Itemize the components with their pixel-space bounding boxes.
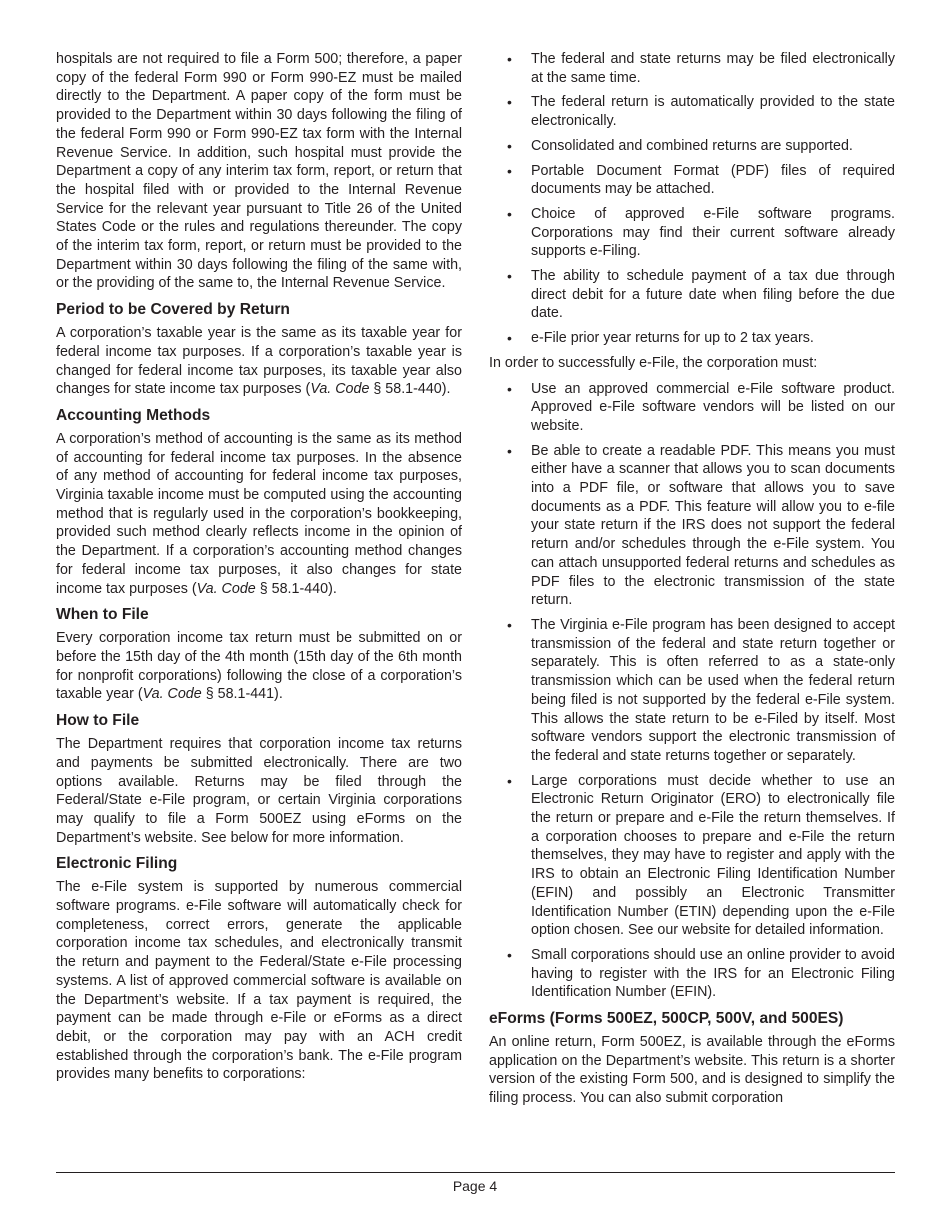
list-item: • Consolidated and combined returns are supported. bbox=[507, 137, 853, 154]
when-text-b: § 58.1-441). bbox=[201, 686, 283, 703]
bullet: • bbox=[507, 616, 512, 633]
requirements-list bbox=[489, 380, 895, 1003]
list-item: • e-File prior year returns for up to 2 tax years. bbox=[507, 330, 814, 347]
how-paragraph: The Department requires that corporation income tax returns and payments be submitted electronically. There are two options available. Returns may be filed through the Federal/State e-File program, or certain Virginia corporations may qualify to file a Form 500EZ using eForms on the Department’s website. See below for more information. bbox=[56, 736, 462, 846]
period-text-b: § 58.1-440). bbox=[369, 381, 451, 398]
accounting-paragraph bbox=[56, 430, 462, 598]
accounting-text-b: § 58.1-440). bbox=[255, 580, 337, 597]
list-item: • Small corporations should use an online provider to avoid having to register with the IRS for an Electronic Filing Identification Number (EFIN). bbox=[507, 946, 895, 1001]
bullet: • bbox=[507, 162, 512, 179]
period-citation: Va. Code bbox=[310, 381, 370, 398]
left-column bbox=[56, 50, 462, 1088]
list-item: • The Virginia e-File program has been designed to accept transmission of the federal and state return together or separately. This is often referred to as a state-only transmission which can be used when the federal return being filed is not supported by the federal e-File system. This allows the state return to be e-Filed by itself. Most software vendors support the electronic transmission of the federal and state returns together or separately. bbox=[507, 616, 895, 764]
accounting-text-a: A corporation’s method of accounting is the same as its method of accounting for federal income tax purposes. In the absence of any method of accounting for federal income tax purposes, Virginia taxable income must be computed using the accounting method that is regularly used in the corporation’s bookkeeping, provided such method clearly reflects income in the opinion of the Department. If a corporation’s accounting method changes for federal income tax purposes, it also changes for state income tax purposes ( bbox=[56, 430, 462, 597]
efile-paragraph: The e-File system is supported by numerous commercial software programs. e-File software will automatically check for completeness, correct errors, generate the applicable corporation income tax schedules, and electronically transmit the return and payment to the Federal/State e-File processing systems. A list of approved commercial software is available on the Department’s website. If a tax payment is required, the payment can be made through e-File or eForms as a direct debit, or the corporation may pay with an ACH credit established through the corporation’s bank. The e-File program provides many benefits to corporations: bbox=[56, 879, 462, 1083]
eforms-heading: eForms (Forms 500EZ, 500CP, 500V, and 500ES) bbox=[489, 1010, 844, 1028]
period-text-a: A corporation’s taxable year is the same as its taxable year for federal income tax purposes. If a corporation’s taxable year is changed for federal income tax purposes, its taxable year also changes for state income tax purposes ( bbox=[56, 325, 462, 398]
requirements-intro: In order to successfully e-File, the corporation must: bbox=[489, 354, 818, 371]
bullet: • bbox=[507, 268, 512, 285]
list-item: • Use an approved commercial e-File software product. Approved e-File software vendors will be listed on our website. bbox=[507, 380, 895, 434]
list-item: • Be able to create a readable PDF. This means you must either have a scanner that allows you to scan documents into a PDF file, or software that allows you to save documents as a PDF. This feature will allow you to e-file your state return if the IRS does not support the federal return and/or schedules through the e-File system. You can attach unsupported federal returns and schedules as PDF files to the electronic transmission of the state return. bbox=[507, 442, 895, 609]
bullet: • bbox=[507, 205, 512, 222]
accounting-citation: Va. Code bbox=[196, 580, 256, 597]
list-item: • Choice of approved e-File software programs. Corporations may find their current software already supports e-Filing. bbox=[507, 205, 895, 260]
bullet: • bbox=[507, 946, 512, 963]
benefits-list bbox=[489, 50, 895, 348]
bullet: • bbox=[507, 380, 512, 397]
efile-heading: Electronic Filing bbox=[56, 855, 178, 873]
when-paragraph bbox=[56, 629, 462, 704]
page-number: Page 4 bbox=[452, 1178, 498, 1194]
list-item: • The federal return is automatically provided to the state electronically. bbox=[507, 94, 895, 130]
footer-rule bbox=[56, 1172, 895, 1173]
period-paragraph bbox=[56, 324, 462, 399]
list-item: • Large corporations must decide whether to use an Electronic Return Originator (ERO) to electronically file the return or prepare and e-File the return themselves. If a corporation chooses to prepare and e-File the return themselves, they may have to register and apply with the IRS to obtain an Electronic Filing Identification Number (EFIN) and possibly an Electronic Transmitter Identification Number (ETIN) depending upon the e-File option chosen. See our website for detailed information. bbox=[507, 772, 895, 939]
bullet: • bbox=[507, 137, 512, 154]
hospitals-paragraph: hospitals are not required to file a Form 500; therefore, a paper copy of the federal Form 990 or Form 990-EZ must be mailed directly to the Department. A paper copy of the form must be provided to the Department within 30 days following the filing of the federal Form 990 or Form 990-EZ tax form with the Internal Revenue Service. In addition, such hospital must provide the Department a copy of any interim tax form, report, or return that the hospital filed with or provided to the Internal Revenue Service for the relevant year pursuant to Title 26 of the United States Code or the rules and regulations thereunder. The copy of the interim tax form, report, or return must be provided to the Department within 30 days following the filing of the same with, or the providing of the same to, the Internal Revenue Service. bbox=[56, 51, 462, 292]
bullet: • bbox=[507, 442, 512, 459]
bullet: • bbox=[507, 772, 512, 789]
how-heading: How to File bbox=[56, 712, 140, 730]
list-item: • The ability to schedule payment of a tax due through direct debit for a future date when filing before the due date. bbox=[507, 268, 895, 322]
when-heading: When to File bbox=[56, 606, 149, 624]
right-column bbox=[489, 50, 895, 1112]
when-text-a: Every corporation income tax return must be submitted on or before the 15th day of the 4th month (15th day of the 6th month for nonprofit corporations) following the close of a corporation’s taxable year ( bbox=[56, 630, 462, 703]
when-citation: Va. Code bbox=[142, 686, 202, 703]
list-item: • The federal and state returns may be filed electronically at the same time. bbox=[507, 51, 895, 86]
bullet: • bbox=[507, 51, 512, 67]
eforms-paragraph: An online return, Form 500EZ, is available through the eForms application on the Department’s website. This return is a shorter version of the existing Form 500, and is designed to simplify the filing process. You can also submit corporation bbox=[489, 1034, 895, 1107]
list-item: • Portable Document Format (PDF) files of required documents may be attached. bbox=[507, 162, 895, 198]
bullet: • bbox=[507, 94, 512, 111]
period-heading: Period to be Covered by Return bbox=[56, 301, 290, 319]
bullet: • bbox=[507, 330, 512, 347]
accounting-heading: Accounting Methods bbox=[56, 406, 211, 424]
